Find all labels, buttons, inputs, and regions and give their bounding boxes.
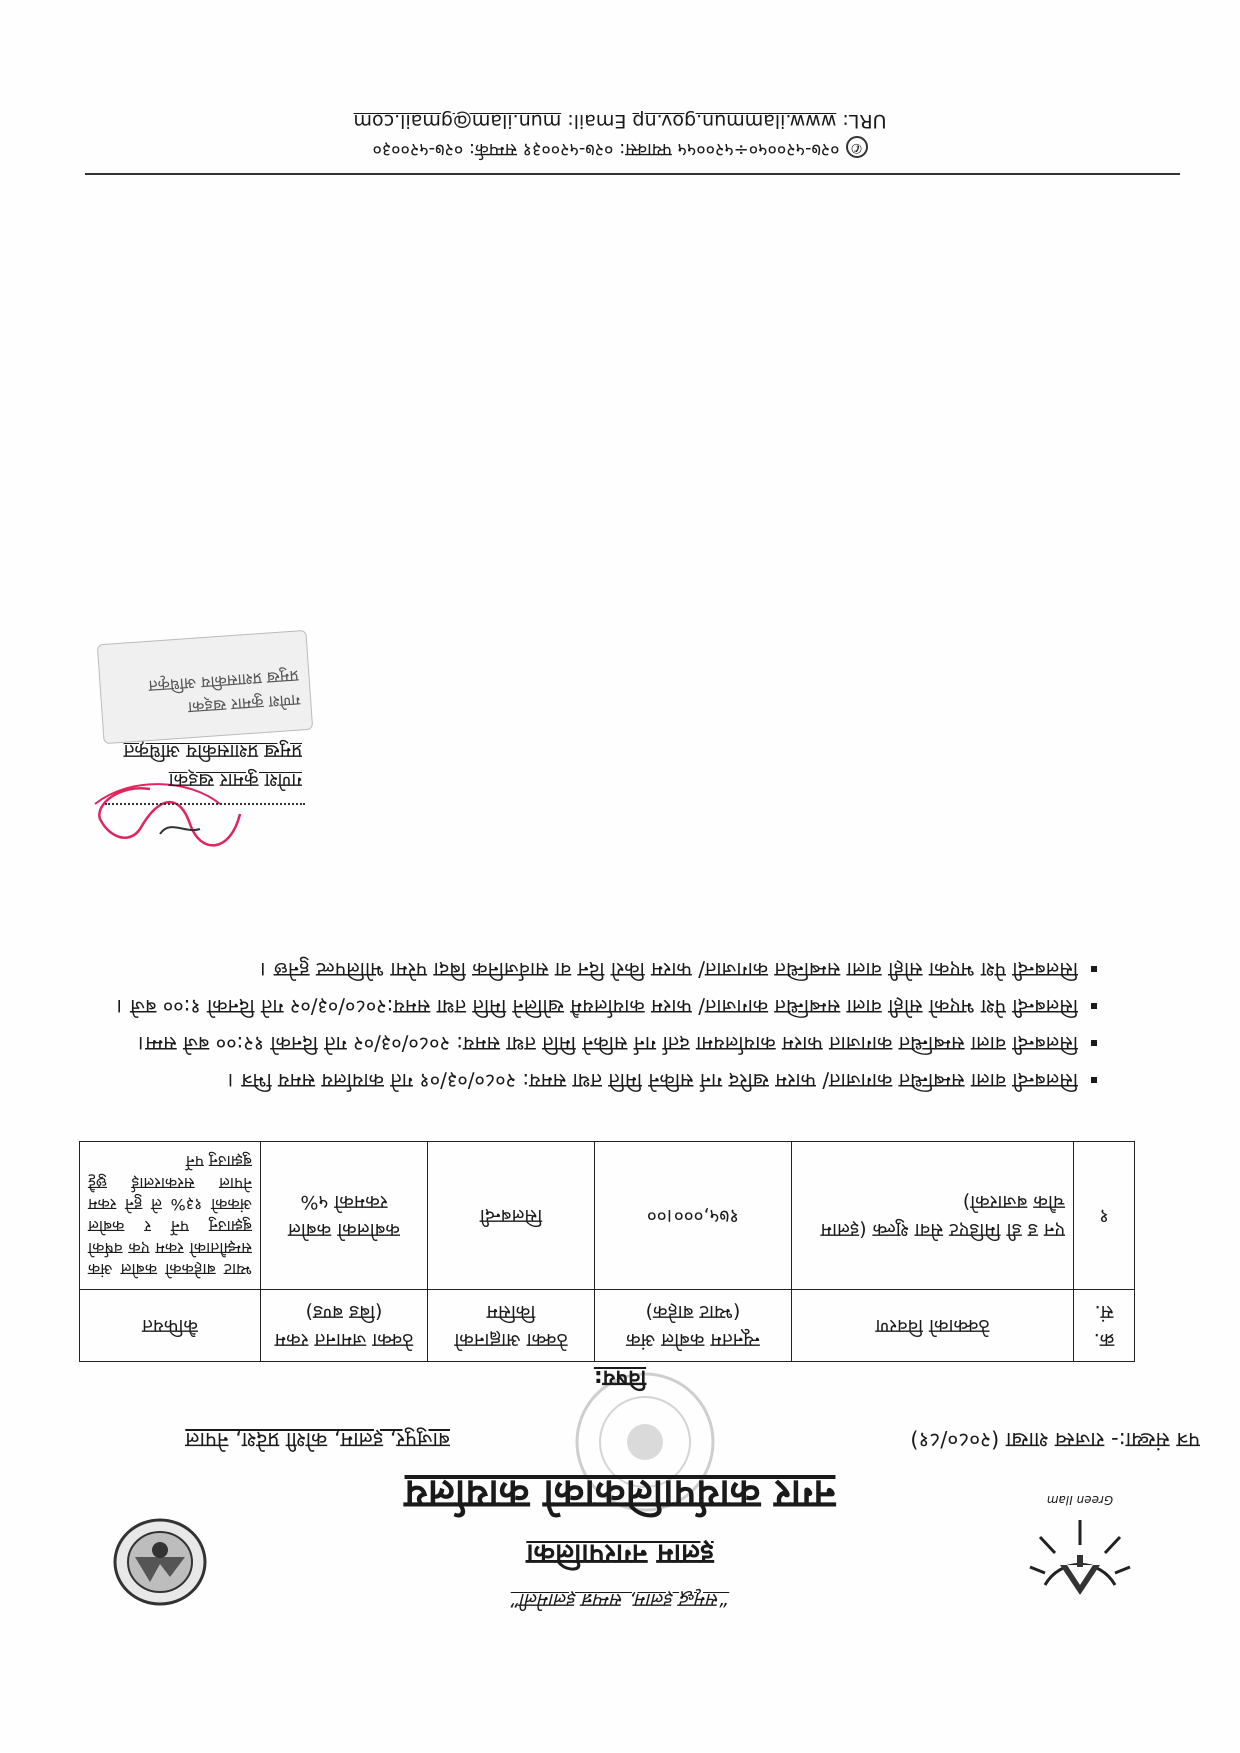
signer-designation: प्रमुख प्रशासकीय अधिकृत (123, 740, 302, 763)
cell-type: सिलबन्दी (428, 1141, 595, 1289)
footer-divider (85, 173, 1180, 175)
header-bid-bond: ठेक्का जमानत रकम (बिड बण्ड) (261, 1289, 428, 1361)
note-item: ▪ सिलबन्दी पेश भएको सोही वाला सम्बन्धित कागजात/ फारम कार्यालयमै खोलिने मिति तथा समय:२०८०/०३/०२ गते दिनको १:०० बजे । (48, 990, 1078, 1023)
signer-block (92, 737, 302, 794)
header-minimum-bid: न्यूनतम कबोल अंक (भ्याट बाहेक) (595, 1289, 792, 1361)
footer-contact (170, 136, 1070, 162)
office-address: बाजुपुर, इलाम, कोशी प्रदेश, नेपाल (185, 1428, 450, 1452)
header-remarks: कैफियत (80, 1289, 261, 1361)
logo-caption: Green Ilam (1046, 1493, 1114, 1507)
stamp-designation: प्रमुख प्रशासकीय अधिकृत (147, 666, 300, 696)
notes-list (48, 949, 1110, 1097)
name-stamp (97, 630, 313, 744)
cell-minimum-bid: १७५,०००।०० (595, 1141, 792, 1289)
note-item: ▪ सिलबन्दी वाला सम्बन्धित कागजात फारम कार्यालयमा दर्ता गर्न सकिने मिति तथा समय: २०८०/०३/०२ गते दिनको १२:०० बजे सम्म। (48, 1027, 1078, 1060)
table-header-row (80, 1289, 1135, 1361)
slogan: “समृद्ध इलाम, सम्पन्न इलामेली” (510, 1589, 730, 1611)
email-link[interactable]: mun.ilam@gmail.com (353, 110, 562, 132)
note-item: ▪ सिलबन्दी वाला सम्बन्धित कागजात/ फारम खरिद गर्न सकिने मिति तथा समय: २०८०/०३/०१ गते कार्यालय समय भित्र । (48, 1064, 1078, 1097)
phone-numbers: ०२७-५२००५०÷५२००५५ फ्याक्स: ०२७-५२००३१ सम्पर्क: ०२७-५२००३० (372, 139, 840, 160)
cell-sn: १ (1074, 1141, 1135, 1289)
signer-name: गणेश कुमार खड्का (168, 769, 302, 791)
header-sn: क्र. सं. (1074, 1289, 1135, 1361)
cell-description: एन ड डी मिडिएट सेवा शुल्क (इलाम चौक बजारको) (792, 1141, 1074, 1289)
page-title: नगर कार्यपालिकाको कार्यालय (404, 1471, 836, 1517)
office-name: इलाम नगरपालिका (526, 1538, 714, 1571)
tender-table (79, 1141, 1135, 1362)
header-type: ठेक्का आह्वानको किसिम (428, 1289, 595, 1361)
cell-remarks: भ्याट बाहेकको कबोल अंक सम्झौताको रकम एक वर्षको बुझाउनु पर्ने र कबोल अंकको १३% ले हुने रकम नेपाल सरकारलाई छुट्टै बुझाउनु पर्ने (80, 1141, 261, 1289)
note-item: ▪ सिलबन्दी पेश भएका सोही वाला सम्बन्धित कागजात/ फारम किरो दिन वा सार्वजनिक बिदा परेमा भोलिपल्ट हुनेछ । (48, 953, 1078, 986)
municipality-emblem (105, 1512, 215, 1612)
stamp-name: गणेश कुमार खड्का (187, 690, 301, 718)
green-ilam-logo (1025, 1493, 1135, 1615)
header-description: ठेक्काको विवरण (792, 1289, 1074, 1361)
reference-number: पत्र संख्या:- राजस्व शाखा (२०८०/८१) (910, 1428, 1200, 1452)
table-row (80, 1141, 1135, 1289)
cell-bid-bond: कबोलको कबोल रकमको ५% (261, 1141, 428, 1289)
website-link[interactable]: www.ilammun.gov.np (632, 110, 837, 132)
footer-web (300, 110, 940, 132)
phone-icon: ✆ (846, 136, 868, 158)
table-subject: विषय: (593, 1365, 647, 1390)
url-label: URL: (842, 110, 887, 132)
signature-line (105, 803, 305, 807)
email-label: Email: (567, 110, 627, 132)
